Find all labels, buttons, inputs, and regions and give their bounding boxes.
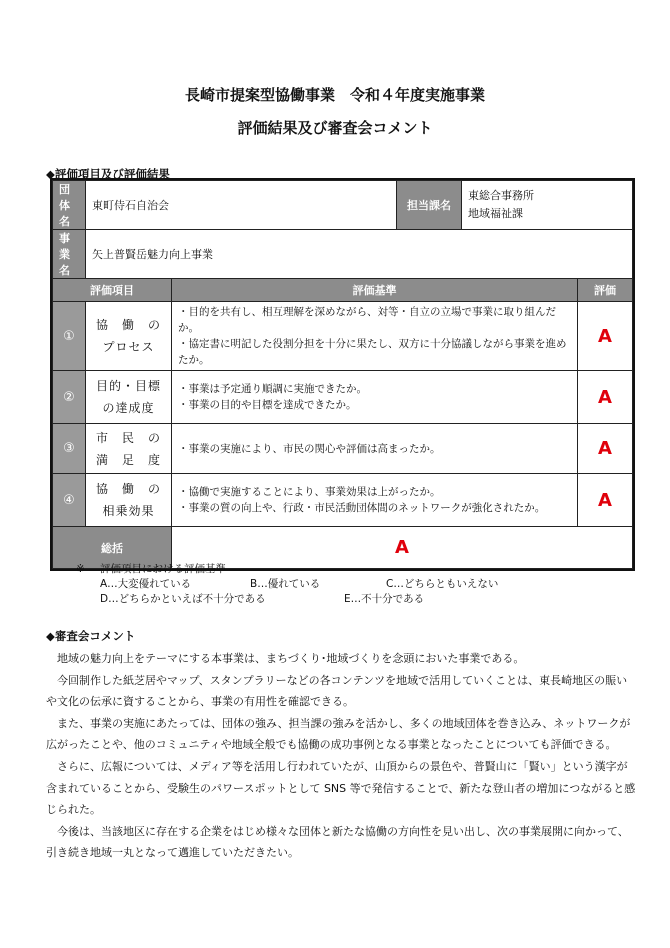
comment-paragraph: また、事業の実施にあたっては、団体の強み、担当課の強みを活かし、多くの地域団体を巻き込み、ネットワークが広がったことや、他のコミュニティや地域全般でも協働の成功事例となる事業となったことについても評価できる。: [46, 716, 631, 752]
criteria-line: ・事業の目的や目標を達成できたか。: [178, 399, 357, 411]
document-title: 長崎市提案型協働事業 令和４年度実施事業: [184, 86, 485, 104]
criteria-line: ・事業は予定通り順調に実施できたか。: [178, 383, 367, 395]
total-grade: A: [172, 527, 633, 569]
row-number: ②: [53, 371, 86, 424]
grade-d-def: D…どちらかといえば不十分である: [100, 593, 266, 605]
header-criteria: 評価基準: [172, 279, 578, 302]
criteria-line: ・目的を共有し、相互理解を深めながら、対等・自立の立場で事業に取り組んだか。: [178, 306, 556, 334]
grade-e-def: E…不十分である: [344, 593, 425, 605]
header-item: 評価項目: [53, 279, 172, 302]
criteria-line: ・協定書に明記した役割分担を十分に果たし、双方に十分協議しながら事業を進めたか。: [178, 338, 567, 366]
row-item-line2: 相乗効果: [102, 504, 155, 518]
table-row: [53, 371, 633, 424]
row-item: [86, 302, 172, 371]
group-row: [53, 181, 633, 230]
table-row: [53, 302, 633, 371]
dept-value-line2: 地域福祉課: [468, 207, 523, 220]
row-criteria: [172, 302, 578, 371]
grading-scale-notes: [76, 562, 498, 607]
row-item: [86, 371, 172, 424]
criteria-line: ・協働で実施することにより、事業効果は上がったか。: [178, 486, 441, 498]
comments-heading: ◆審査会コメント: [46, 629, 136, 643]
row-grade: A: [578, 474, 633, 527]
comment-paragraph: 今回制作した紙芝居やマップ、スタンプラリーなどの各コンテンツを地域で活用していくことは、東長崎地区の賑いや文化の伝承に資することから、事業の有用性を確認できる。: [46, 673, 628, 709]
row-number: ③: [53, 424, 86, 474]
comment-paragraph: 今後は、当該地区に存在する企業をはじめ様々な団体と新たな協働の方向性を見い出し、次の事業展開に向かって、引き続き地域一丸となって邁進していただきたい。: [46, 824, 629, 860]
row-grade: A: [578, 424, 633, 474]
criteria-line: ・事業の実施により、市民の関心や評価は高まったか。: [178, 442, 441, 455]
row-criteria: [172, 371, 578, 424]
row-item-line2: の達成度: [102, 401, 155, 415]
row-item: [86, 474, 172, 527]
row-item: [86, 424, 172, 474]
comment-paragraph: 地域の魅力向上をテーマにする本事業は、まちづくり･地域づくりを念頭においた事業である。: [57, 652, 525, 665]
note-mark: ※: [76, 563, 85, 575]
criteria-line: ・事業の質の向上や、行政・市民活動団体間のネットワークが強化されたか。: [178, 502, 546, 514]
group-label: 団体名: [53, 181, 86, 230]
group-value: 東町侍石自治会: [86, 181, 397, 230]
row-item-line1: 目的・目標: [95, 379, 161, 393]
row-criteria: [172, 424, 578, 474]
row-grade: A: [578, 371, 633, 424]
table-header-row: [53, 279, 633, 302]
row-grade: A: [578, 302, 633, 371]
row-criteria: [172, 474, 578, 527]
table-row: [53, 474, 633, 527]
grade-b-def: B…優れている: [250, 578, 321, 590]
row-number: ①: [53, 302, 86, 371]
grade-c-def: C…どちらともいえない: [386, 578, 499, 590]
total-label: 総括: [53, 527, 172, 569]
grade-a-def: A…大変優れている: [100, 578, 192, 590]
row-item-line2: 満 足 度: [95, 452, 161, 467]
dept-label: 担当課名: [397, 181, 462, 230]
row-item-line2: プロセス: [102, 340, 155, 354]
row-item-line1: 協 働 の: [95, 318, 161, 332]
comments-body: [46, 648, 638, 864]
comment-paragraph: さらに、広報については、メディア等を活用し行われていたが、山頂からの景色や、普賢山に「賢い」という漢字が含まれていることから、受験生のパワースポットとして SNS 等で発信することで、新たな登山者の増加につながると感じられた。: [46, 759, 636, 817]
project-value: 矢上普賢岳魅力向上事業: [86, 230, 633, 279]
row-number: ④: [53, 474, 86, 527]
row-item-line1: 協 働 の: [95, 482, 161, 496]
dept-value-line1: 東総合事務所: [468, 189, 534, 202]
header-grade: 評価: [578, 279, 633, 302]
dept-value: [462, 181, 633, 230]
row-item-line1: 市 民 の: [95, 430, 161, 445]
document-subtitle: 評価結果及び審査会コメント: [237, 119, 433, 137]
project-row: [53, 230, 633, 279]
evaluation-table: [52, 180, 633, 569]
project-label: 事業名: [53, 230, 86, 279]
note-title: 評価項目における評価基準: [100, 563, 226, 575]
table-row: [53, 424, 633, 474]
results-heading: ◆評価項目及び評価結果: [46, 167, 170, 181]
